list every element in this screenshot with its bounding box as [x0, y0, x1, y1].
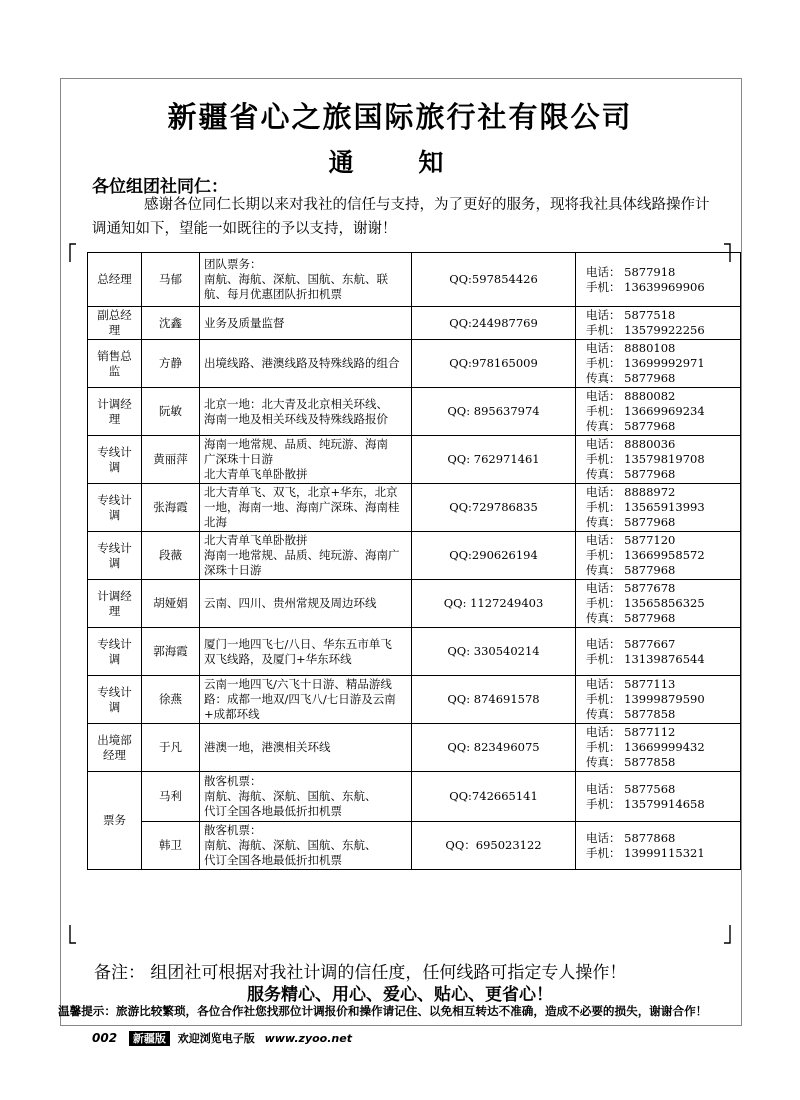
staff-title: 专线计调	[88, 532, 142, 580]
staff-contact	[576, 724, 741, 772]
staff-duty	[200, 253, 412, 307]
staff-contact-line: 电话： 5877918	[586, 264, 676, 279]
staff-duty	[200, 307, 412, 340]
staff-qq: QQ: 874691578	[412, 676, 576, 724]
staff-name: 于凡	[142, 724, 200, 772]
staff-contact-line: 传真： 5877968	[586, 371, 676, 385]
staff-duty-line: 广深珠十日游	[204, 452, 273, 466]
staff-qq: QQ: 1127249403	[412, 580, 576, 628]
welcome-text: 欢迎浏览电子版	[177, 1032, 255, 1045]
staff-contact-line: 手机： 13579914658	[586, 796, 705, 811]
staff-contact	[576, 253, 741, 307]
staff-contact-line: 电话： 5877568	[586, 781, 676, 796]
staff-contact-line: 手机： 13579819708	[586, 452, 705, 466]
staff-contact-line: 手机： 13999115321	[586, 845, 705, 860]
page-footer	[92, 1030, 352, 1046]
staff-row	[88, 628, 741, 676]
staff-contact-line: 电话： 5877113	[586, 677, 676, 691]
staff-qq: QQ:290626194	[412, 532, 576, 580]
staff-title: 专线计调	[88, 484, 142, 532]
staff-duty	[200, 822, 412, 870]
ticketing-dept: 票务	[88, 772, 142, 870]
warm-tip: 温馨提示：旅游比较繁琐，各位合作社您找那位计调报价和操作请记住、以免相互转达不准确，造成不必要的损失，谢谢合作！	[58, 1004, 708, 1018]
staff-row	[88, 532, 741, 580]
staff-duty-line: 代订全国各地最低折扣机票	[204, 853, 342, 867]
staff-duty-line: 北大青单飞、双飞，北京+华东，北京一地，海南一地、海南广深珠、海南桂北海	[204, 485, 400, 529]
staff-contact-line: 手机： 13999879590	[586, 692, 705, 706]
staff-contact	[576, 307, 741, 340]
staff-title: 专线计调	[88, 676, 142, 724]
website-link[interactable]: www.zyoo.net	[264, 1032, 352, 1045]
staff-qq: QQ:729786835	[412, 484, 576, 532]
staff-contact-line: 传真： 5877968	[586, 611, 676, 625]
staff-contact-line: 电话： 5877678	[586, 581, 676, 595]
slogan: 服务精心、用心、爱心、贴心、更省心！	[247, 985, 553, 1005]
staff-contact	[576, 436, 741, 484]
staff-qq: QQ：695023122	[412, 822, 576, 870]
staff-duty-line: 团队票务：	[204, 257, 262, 271]
staff-contact	[576, 628, 741, 676]
staff-duty-line: 散客机票：	[204, 823, 262, 837]
staff-contact-line: 电话： 8888972	[586, 485, 676, 499]
staff-duty-line: 海南一地常规、品质、纯玩游、海南广深珠十日游	[204, 548, 400, 577]
staff-contact-line: 手机： 13565913993	[586, 500, 705, 514]
staff-contact-line: 电话： 5877112	[586, 725, 676, 739]
staff-duty	[200, 580, 412, 628]
staff-duty-line: 厦门一地四飞七/八日、华东五市单飞	[204, 636, 392, 651]
staff-contact-line: 电话： 5877120	[586, 533, 676, 547]
staff-contact-line: 电话： 8880108	[586, 341, 676, 355]
staff-qq: QQ:978165009	[412, 340, 576, 388]
staff-contact	[576, 580, 741, 628]
edition-badge: 新疆版	[129, 1031, 170, 1046]
staff-qq: QQ: 823496075	[412, 724, 576, 772]
staff-duty	[200, 532, 412, 580]
staff-contact-line: 手机： 13565856325	[586, 596, 705, 610]
staff-duty	[200, 772, 412, 822]
staff-qq: QQ: 895637974	[412, 388, 576, 436]
staff-title: 副总经理	[88, 307, 142, 340]
staff-contact-line: 手机： 13699992971	[586, 356, 705, 370]
staff-duty-line: 出境线路、港澳线路及特殊线路的组合	[204, 356, 400, 370]
staff-row	[88, 676, 741, 724]
staff-duty-line: 业务及质量监督	[204, 315, 285, 330]
staff-duty-line: 北京一地：北大青及北京相关环线、	[204, 396, 388, 411]
staff-duty-line: 海南一地及相关环线及特殊线路报价	[204, 411, 388, 426]
staff-duty-line: 散客机票：	[204, 774, 262, 788]
page-number: 002	[92, 1031, 118, 1045]
staff-contact-line: 手机： 13669969234	[586, 404, 705, 418]
staff-contact-line: 电话： 8880082	[586, 389, 676, 403]
staff-contact-line: 电话： 5877667	[586, 636, 676, 651]
staff-name: 胡娅娟	[142, 580, 200, 628]
staff-duty-line: 南航、海航、深航、国航、东航、	[204, 838, 377, 852]
staff-contact	[576, 772, 741, 822]
staff-contact-line: 手机： 13669958572	[586, 548, 705, 562]
staff-contact-line: 传真： 5877968	[586, 467, 676, 481]
staff-duty-line: 南航、海航、深航、国航、东航、	[204, 789, 377, 803]
staff-contact	[576, 532, 741, 580]
staff-title: 计调经理	[88, 580, 142, 628]
staff-qq: QQ: 330540214	[412, 628, 576, 676]
staff-duty-line: 双飞线路，及厦门+华东环线	[204, 651, 352, 666]
staff-contact	[576, 340, 741, 388]
staff-name: 徐燕	[142, 676, 200, 724]
staff-contact	[576, 484, 741, 532]
remark: 备注： 组团社可根据对我社计调的信任度，任何线路可指定专人操作！	[94, 963, 627, 983]
staff-row	[88, 307, 741, 340]
staff-contact-line: 电话： 5877868	[586, 830, 676, 845]
staff-name: 马利	[142, 772, 200, 822]
staff-row	[88, 340, 741, 388]
staff-duty	[200, 628, 412, 676]
greeting: 各位组团社同仁：	[92, 177, 228, 197]
staff-duty-line: 北大青单飞单卧散拼	[204, 533, 308, 547]
staff-duty	[200, 676, 412, 724]
staff-contact-line: 传真： 5877858	[586, 755, 676, 769]
staff-contact-line: 传真： 5877858	[586, 707, 676, 721]
staff-duty-line: 港澳一地，港澳相关环线	[204, 740, 331, 754]
staff-contact	[576, 822, 741, 870]
staff-title: 销售总监	[88, 340, 142, 388]
staff-title: 专线计调	[88, 436, 142, 484]
staff-title: 总经理	[88, 253, 142, 307]
staff-row	[88, 724, 741, 772]
staff-duty-line: 云南、四川、贵州常规及周边环线	[204, 596, 377, 610]
staff-name: 方静	[142, 340, 200, 388]
ticketing-row	[88, 772, 741, 822]
intro-paragraph: 感谢各位同仁长期以来对我社的信任与支持，为了更好的服务，现将我社具体线路操作计调通知如下，望能一如既往的予以支持，谢谢！	[92, 197, 710, 237]
staff-duty	[200, 484, 412, 532]
staff-table	[87, 252, 741, 870]
staff-contact-line: 手机： 13139876544	[586, 651, 705, 666]
staff-contact	[576, 676, 741, 724]
staff-duty-line: 海南一地常规、品质、纯玩游、海南	[204, 437, 388, 451]
staff-duty-line: 代订全国各地最低折扣机票	[204, 804, 342, 818]
staff-qq: QQ:597854426	[412, 253, 576, 307]
staff-title: 计调经理	[88, 388, 142, 436]
staff-name: 阮敏	[142, 388, 200, 436]
staff-duty	[200, 388, 412, 436]
staff-contact-line: 电话： 5877518	[586, 308, 676, 322]
staff-row	[88, 580, 741, 628]
staff-contact-line: 手机： 13639969906	[586, 279, 705, 294]
staff-qq: QQ:244987769	[412, 307, 576, 340]
staff-duty-line: 云南一地四飞/六飞十日游、精品游线路：成都一地双/四飞八/七日游及云南+成都环线	[204, 677, 396, 721]
staff-name: 黄丽萍	[142, 436, 200, 484]
staff-contact-line: 手机： 13669999432	[586, 740, 705, 754]
staff-name: 段薇	[142, 532, 200, 580]
staff-contact	[576, 388, 741, 436]
notice-heading: 通 知	[328, 148, 472, 177]
staff-row	[88, 436, 741, 484]
staff-row	[88, 388, 741, 436]
staff-qq: QQ:742665141	[412, 772, 576, 822]
staff-duty-line: 南航、海航、深航、国航、东航、联航、每月优惠团队折扣机票	[204, 272, 388, 301]
staff-duty	[200, 436, 412, 484]
staff-duty	[200, 340, 412, 388]
staff-contact-line: 传真： 5877968	[586, 563, 676, 577]
company-name: 新疆省心之旅国际旅行社有限公司	[167, 100, 633, 134]
staff-title: 出境部经理	[88, 724, 142, 772]
staff-duty	[200, 724, 412, 772]
staff-name: 沈鑫	[142, 307, 200, 340]
staff-contact-line: 手机： 13579922256	[586, 323, 705, 337]
ticketing-row	[88, 822, 741, 870]
staff-name: 马郁	[142, 253, 200, 307]
staff-qq: QQ: 762971461	[412, 436, 576, 484]
staff-name: 韩卫	[142, 822, 200, 870]
staff-contact-line: 传真： 5877968	[586, 515, 676, 529]
staff-contact-line: 电话： 8880036	[586, 437, 676, 451]
staff-contact-line: 传真： 5877968	[586, 419, 676, 433]
staff-name: 郭海霞	[142, 628, 200, 676]
staff-row	[88, 484, 741, 532]
staff-duty-line: 北大青单飞单卧散拼	[204, 467, 308, 481]
staff-title: 专线计调	[88, 628, 142, 676]
staff-name: 张海霞	[142, 484, 200, 532]
staff-row	[88, 253, 741, 307]
